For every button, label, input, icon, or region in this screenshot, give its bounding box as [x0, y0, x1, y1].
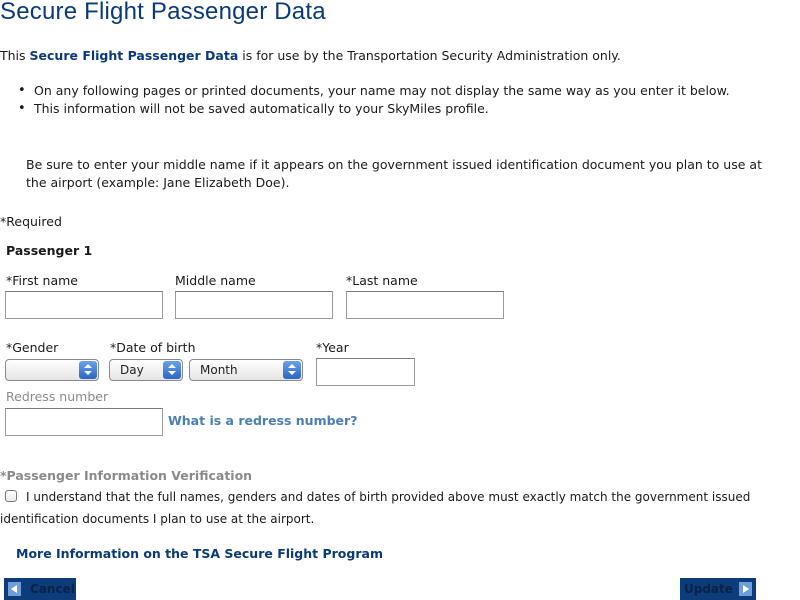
dropdown-arrow-icon	[163, 361, 181, 379]
first-name-input[interactable]	[5, 291, 163, 319]
intro-prefix: This	[0, 48, 30, 63]
last-name-label: *Last name	[346, 273, 418, 288]
chevron-right-icon	[739, 582, 752, 596]
chevron-left-icon	[8, 582, 21, 596]
gender-label: *Gender	[6, 340, 59, 355]
first-name-label: *First name	[6, 273, 78, 288]
cancel-button-label: Cancel	[30, 582, 75, 596]
dropdown-arrow-icon	[79, 361, 97, 379]
last-name-input[interactable]	[346, 291, 504, 319]
intro-suffix: is for use by the Transportation Security Administration only.	[238, 48, 621, 63]
required-note: *Required	[0, 214, 62, 229]
middle-name-input[interactable]	[175, 291, 333, 319]
page-title: Secure Flight Passenger Data	[0, 0, 326, 25]
year-input[interactable]	[316, 358, 415, 386]
year-label: *Year	[316, 340, 349, 355]
note-name-display: • On any following pages or printed documents, your name may not display the same way as you enter it below.	[12, 82, 752, 99]
tsa-info-link[interactable]: More Information on the TSA Secure Flight Program	[16, 546, 383, 561]
middle-name-label: Middle name	[175, 273, 256, 288]
redress-input[interactable]	[5, 408, 163, 436]
cancel-button[interactable]	[4, 578, 76, 600]
month-select-value: Month	[200, 363, 238, 377]
verification-checkbox[interactable]	[5, 490, 17, 502]
dropdown-arrow-icon	[283, 361, 301, 379]
verification-text-line1: I understand that the full names, genders and dates of birth provided above must exactly match the government issued	[26, 490, 751, 504]
update-button[interactable]	[680, 578, 756, 600]
note-not-saved: • This information will not be saved automatically to your SkyMiles profile.	[12, 100, 752, 117]
gender-select[interactable]	[5, 359, 99, 381]
passenger-heading: Passenger 1	[6, 243, 93, 258]
intro-text	[0, 48, 621, 63]
redress-help-link[interactable]: What is a redress number?	[168, 413, 358, 428]
dob-label: *Date of birth	[110, 340, 196, 355]
verification-text-line2: identification documents I plan to use at the airport.	[0, 512, 315, 526]
day-select-value: Day	[120, 363, 144, 377]
redress-label: Redress number	[6, 389, 109, 404]
update-button-label: Update	[684, 582, 733, 596]
intro-emphasis: Secure Flight Passenger Data	[29, 48, 239, 63]
notes-list	[12, 82, 752, 117]
day-select[interactable]	[109, 359, 183, 381]
month-select[interactable]	[189, 359, 303, 381]
verification-heading: *Passenger Information Verification	[0, 468, 253, 483]
middle-name-note: Be sure to enter your middle name if it appears on the government issued identification document you plan to use at the airport (example: Jane Elizabeth Doe).	[26, 157, 762, 190]
